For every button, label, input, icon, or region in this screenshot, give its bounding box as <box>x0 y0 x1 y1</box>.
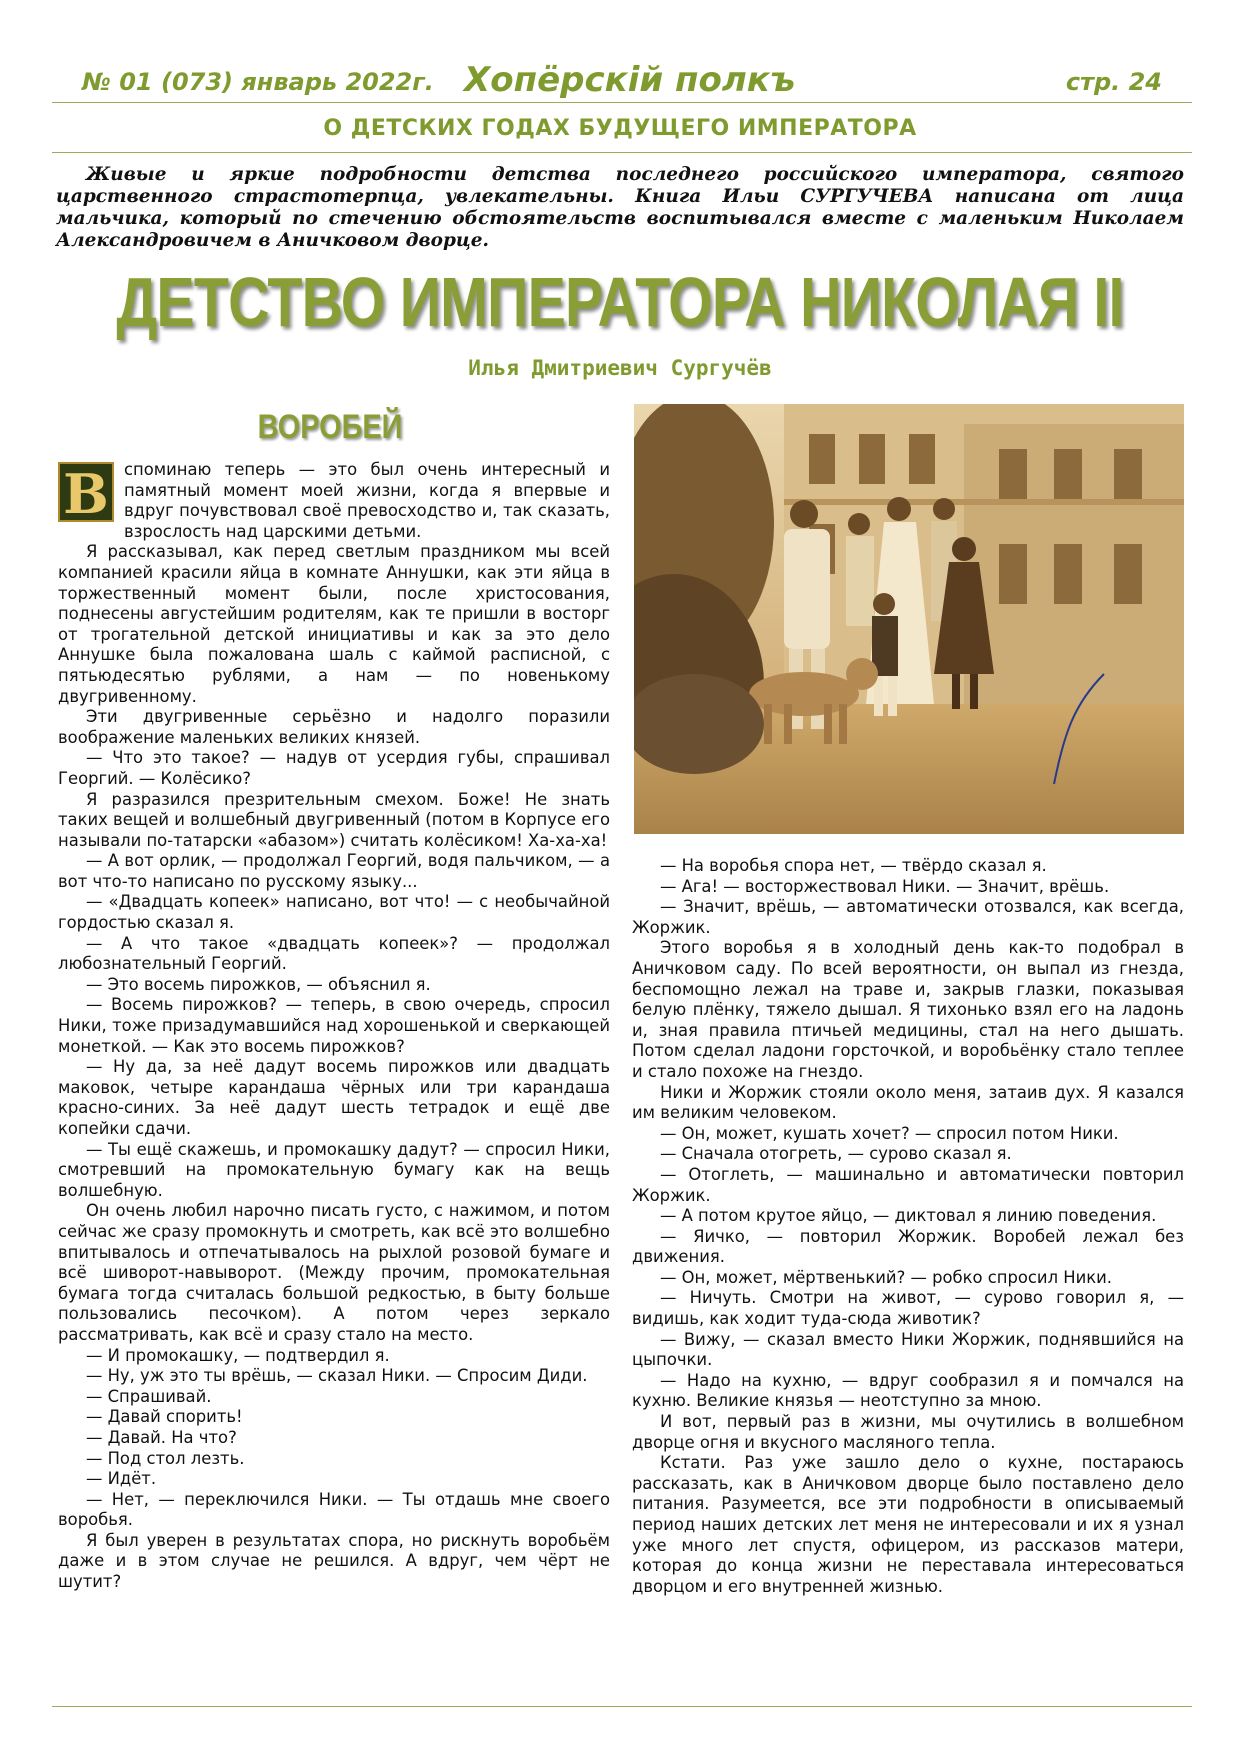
newspaper-title: Хопёрскiй полкъ <box>464 60 796 100</box>
paragraph: — Под стол лезть. <box>86 1448 245 1468</box>
paragraph: — Значит, врёшь, — автоматически отозвался, как всегда, Жоржик. <box>632 897 1184 937</box>
paragraph: — Ничуть. Смотри на живот, — сурово говорил я, — видишь, как ходит туда-сюда животик? <box>632 1288 1184 1329</box>
header-divider <box>52 102 1192 103</box>
paragraph: — Восемь пирожков? — теперь, в свою очередь, спросил Ники, тоже призадумавшийся над хорошенькой и сверкающей монеткой. — Как это восемь пирожков? <box>58 995 610 1056</box>
paragraph: — Ты ещё скажешь, и промокашку дадут? — спросил Ники, смотревший на промокательную бумагу как на вещь волшебную. <box>58 1139 610 1200</box>
paragraph: — «Двадцать копеек» написано, вот что! — с необычайной гордостью сказал я. <box>58 892 610 933</box>
page-number: стр. 24 <box>1065 68 1162 96</box>
paragraph: — И промокашку, — подтвердил я. <box>86 1345 390 1365</box>
paragraph: — Давай. На что? <box>86 1427 237 1447</box>
right-paragraphs <box>632 856 1184 1597</box>
paragraph: Я разразился презрительным смехом. Боже! Не знать таких вещей и волшебный двугривенный (потом в Корпусе его называли по-татарски «абазом») считать колёсиком! Ха-ха-ха! <box>58 789 610 850</box>
paragraph: — Что это такое? — надув от усердия губы, спрашивал Георгий. — Колёсико? <box>58 748 610 788</box>
paragraph: — Спрашивай. <box>86 1386 212 1406</box>
right-column <box>632 856 1184 1597</box>
rubric: О ДЕТСКИХ ГОДАХ БУДУЩЕГО ИМПЕРАТОРА <box>323 116 917 141</box>
lead-paragraph: Живые и яркие подробности детства последнего российского императора, святого царственного страстотерпца, увлекательны. Книга Ильи СУРГУЧЕВА написана от лица мальчика, который по стечению обстоятельств воспитывался вместе с маленьким Николаем Александровичем в Аничковом дворце. <box>56 164 1184 251</box>
paragraph: — Нет, — переключился Ники. — Ты отдашь мне своего воробья. <box>58 1489 610 1530</box>
paragraph: — А потом крутое яйцо, — диктовал я линию поведения. <box>660 1206 1157 1226</box>
rubric-divider <box>52 152 1192 153</box>
paragraph: — Надо на кухню, — вдруг сообразил я и помчался на кухню. Великие князья — неотступно за мною. <box>632 1370 1184 1411</box>
dropcap-initial: В <box>58 462 114 522</box>
left-paragraphs <box>58 542 610 1592</box>
paragraph: — Вижу, — сказал вместо Ники Жоржик, поднявшийся на цыпочки. <box>632 1329 1184 1370</box>
issue-number: № 01 (073) январь 2022г. <box>82 68 434 96</box>
first-paragraph <box>58 460 610 542</box>
paragraph: — Ага! — восторжествовал Ники. — Значит, врёшь. <box>660 876 1110 896</box>
paragraph: — Идёт. <box>86 1469 157 1489</box>
paragraph: И вот, первый раз в жизни, мы очутились в волшебном дворце огня и вкусного масляного тепла. <box>632 1412 1184 1452</box>
paragraph: — Это восемь пирожков, — объяснил я. <box>86 974 431 994</box>
family-photo-illustration <box>634 404 1184 834</box>
paragraph: — Он, может, мёртвенький? — робко спросил Ники. <box>660 1267 1113 1287</box>
paragraph: Кстати. Раз уже зашло дело о кухне, постараюсь рассказать, как в Аничковом дворце было поставлено дело питания. Разумеется, все эти подробности в описываемый период наших детских лет меня не интересовали и их я узнал уже много лет спустя, офицером, из рассказов матери, которая до конца жизни не переставала интересоваться дворцом и его внутренней жизнью. <box>632 1453 1184 1596</box>
paragraph: — Отоглеть, — машинально и автоматически повторил Жоржик. <box>632 1164 1184 1205</box>
article-title: ДЕТСТВО ИМПЕРАТОРА НИКОЛАЯ II <box>116 263 1124 341</box>
paragraph: Эти двугривенные серьёзно и надолго поразили воображение маленьких великих князей. <box>58 707 610 747</box>
page-header <box>52 60 1192 104</box>
paragraph: Я рассказывал, как перед светлым праздником мы всей компанией красили яйца в комнате Аннушки, как эти яйца в торжественный момент были, после христосования, поднесены августейшим родителям, как те пришли в восторг от трогательной детской инициативы и как за это дело Аннушке была пожалована шаль с каймой расписной, с пятьюдесятью рублями, а нам — по новенькому двугривенному. <box>58 542 610 706</box>
left-column <box>58 460 610 1593</box>
paragraph: — А вот орлик, — продолжал Георгий, водя пальчиком, — а вот что-то написано по русскому языку... <box>58 851 610 891</box>
paragraph: — А что такое «двадцать копеек»? — продолжал любознательный Георгий. <box>58 933 610 974</box>
paragraph: Он очень любил нарочно писать густо, с нажимом, и потом сейчас же сразу промокнуть и смотреть, как всё это волшебно впитывалось и отпечатывалось на рыхлой розовой бумаге и всё шиворот-навыворот. (Между прочим, промокательная бумага тогда считалась большой редкостью, в быту больше пользовались песочком). А потом через зеркало рассматривать, как всё и сразу стало на место. <box>58 1201 610 1344</box>
first-paragraph-text: споминаю теперь — это был очень интересный и памятный момент моей жизни, когда я впервые и вдруг почувствовал своё превосходство и, так сказать, взрослость над царскими детьми. <box>124 460 610 541</box>
paragraph: — Сначала отогреть, — сурово сказал я. <box>660 1144 1012 1164</box>
paragraph: Я был уверен в результатах спора, но рискнуть воробьём даже и в этом случае не решился. А вдруг, чем чёрт не шутит? <box>58 1530 610 1592</box>
paragraph: — Он, может, кушать хочет? — спросил потом Ники. <box>660 1123 1119 1143</box>
section-title: ВОРОБЕЙ <box>257 408 403 446</box>
historical-photo <box>634 404 1184 834</box>
paragraph: — Ну да, за неё дадут восемь пирожков или двадцать маковок, четыре карандаша чёрных или три карандаша красно-синих. За неё дадут шесть тетрадок и ещё две копейки сдачи. <box>58 1057 610 1138</box>
paragraph: — На воробья спора нет, — твёрдо сказал я. <box>660 856 1047 875</box>
paragraph: — Ну, уж это ты врёшь, — сказал Ники. — Спросим Диди. <box>86 1366 588 1386</box>
article-author: Илья Дмитриевич Сургучёв <box>468 356 772 380</box>
paragraph: — Яичко, — повторил Жоржик. Воробей лежал без движения. <box>632 1226 1184 1267</box>
footer-divider <box>52 1706 1192 1707</box>
paragraph: Ники и Жоржик стояли около меня, затаив дух. Я казался им великим человеком. <box>632 1082 1184 1123</box>
paragraph: Этого воробья я в холодный день как-то подобрал в Аничковом саду. По всей вероятности, он выпал из гнезда, беспомощно лежал на траве и, закрыв глазки, показывая белую плёнку, тяжело дышал. Я тихонько взял его на ладонь и, зная правила птичьей медицины, стал на него дышать. Потом сделал ладони горсточкой, и воробьёнку стало теплее и стало похоже на гнездо. <box>632 938 1184 1081</box>
paragraph: — Давай спорить! <box>86 1407 243 1427</box>
